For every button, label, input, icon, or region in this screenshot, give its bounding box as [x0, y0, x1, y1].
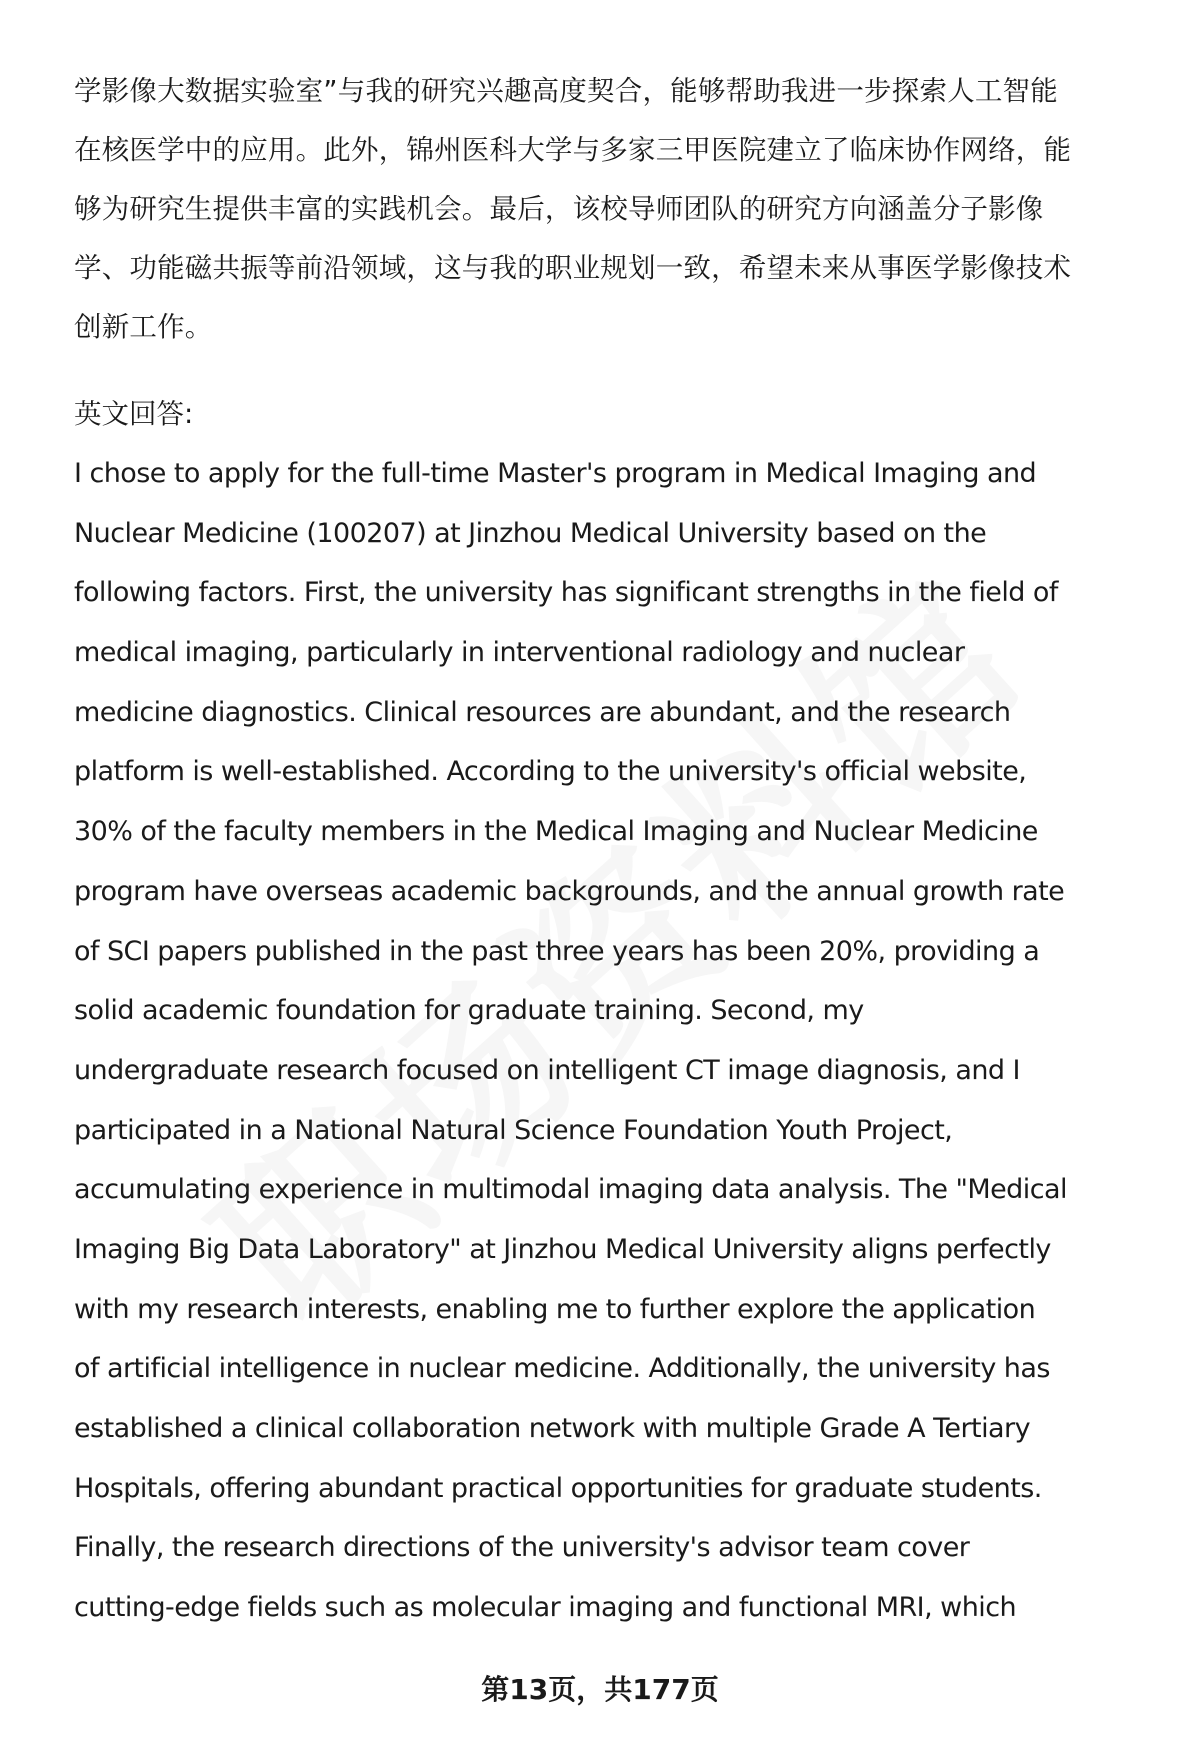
english-answer-label: 英文回答:: [74, 398, 194, 430]
english-text-line: participated in a National Natural Science Foundation Youth Project,: [74, 1114, 953, 1146]
english-text-line: of SCI papers published in the past three years has been 20%, providing a: [74, 935, 1040, 967]
chinese-text-line: 创新工作。: [74, 311, 213, 343]
english-answer-block: [74, 444, 1174, 1638]
english-text-line: platform is well-established. According to the university's official website,: [74, 756, 1027, 788]
page-number-footer: 第13页，共177页: [481, 1673, 719, 1706]
english-text-line: Nuclear Medicine (100207) at Jinzhou Medical University based on the: [74, 517, 987, 549]
english-text-line: Finally, the research directions of the university's advisor team cover: [74, 1532, 970, 1564]
english-text-line: Imaging Big Data Laboratory" at Jinzhou Medical University aligns perfectly: [74, 1233, 1051, 1265]
chinese-text-line: 学影像大数据实验室”与我的研究兴趣高度契合，能够帮助我进一步探索人工智能: [74, 75, 1058, 107]
chinese-answer-block: [74, 62, 1174, 357]
english-text-line: I chose to apply for the full-time Master's program in Medical Imaging and: [74, 458, 1037, 489]
chinese-text-line: 在核医学中的应用。此外，锦州医科大学与多家三甲医院建立了临床协作网络，能: [74, 134, 1072, 166]
english-text-line: medical imaging, particularly in interventional radiology and nuclear: [74, 637, 965, 669]
chinese-text-line: 够为研究生提供丰富的实践机会。最后，该校导师团队的研究方向涵盖分子影像: [74, 193, 1044, 225]
english-text-line: cutting-edge fields such as molecular imaging and functional MRI, which: [74, 1592, 1017, 1624]
english-text-line: undergraduate research focused on intelligent CT image diagnosis, and I: [74, 1054, 1020, 1086]
chinese-text-line: 学、功能磁共振等前沿领域，这与我的职业规划一致，希望未来从事医学影像技术: [74, 252, 1072, 284]
english-text-line: solid academic foundation for graduate training. Second, my: [74, 995, 864, 1027]
english-text-line: medicine diagnostics. Clinical resources are abundant, and the research: [74, 696, 1011, 728]
english-text-line: program have overseas academic backgrounds, and the annual growth rate: [74, 875, 1065, 907]
english-text-line: accumulating experience in multimodal imaging data analysis. The "Medical: [74, 1174, 1067, 1206]
english-text-line: of artificial intelligence in nuclear medicine. Additionally, the university has: [74, 1353, 1050, 1385]
english-text-line: Hospitals, offering abundant practical opportunities for graduate students.: [74, 1472, 1042, 1504]
english-text-line: with my research interests, enabling me to further explore the application: [74, 1293, 1036, 1325]
english-text-line: following factors. First, the university has significant strengths in the field of: [74, 577, 1058, 609]
english-text-line: established a clinical collaboration network with multiple Grade A Tertiary: [74, 1413, 1031, 1444]
english-text-line: 30% of the faculty members in the Medical Imaging and Nuclear Medicine: [74, 816, 1038, 848]
page-content: [74, 62, 1174, 1638]
